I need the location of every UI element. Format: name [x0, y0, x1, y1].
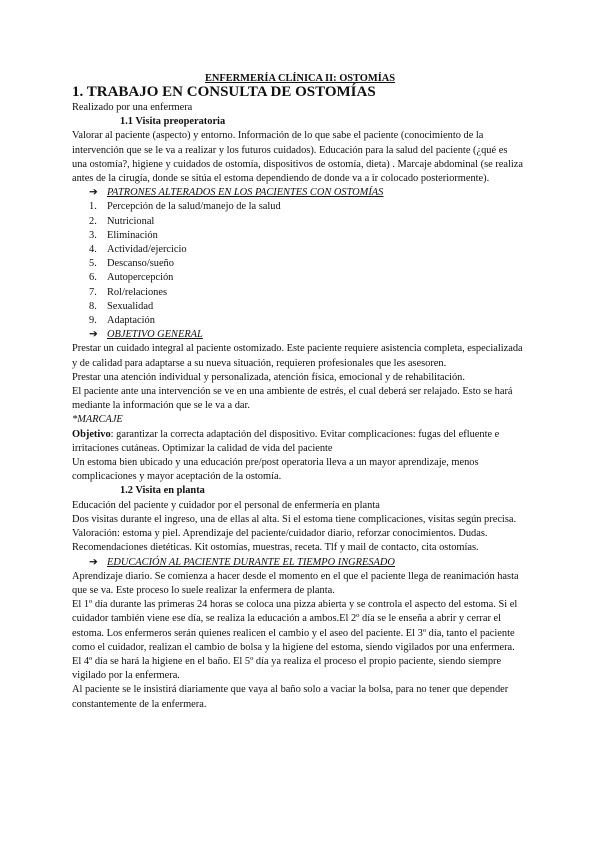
educacion-paragraph-1: Aprendizaje diario. Se comienza a hacer desde el momento en el que el paciente llega de reanimación hasta que se va. Este proceso lo suele realizar la enfermera de planta.	[72, 570, 519, 596]
document-title: ENFERMERÍA CLÍNICA II: OSTOMÍAS	[204, 73, 396, 84]
arrow-icon: ➔	[89, 329, 98, 341]
list-item: 7. Rol/relaciones	[89, 286, 168, 298]
objetivo-paragraph-2: Prestar una atención individual y personalizada, atención física, emocional y de rehabilitación.	[72, 371, 465, 383]
section-1-2-paragraph-1: Educación del paciente y cuidador por el personal de enfermería en planta	[72, 499, 380, 511]
list-item: 3. Eliminación	[89, 229, 158, 241]
objetivo-label: Objetivo	[72, 428, 111, 440]
educacion-heading	[89, 556, 524, 570]
objetivo-paragraph-3: El paciente ante una intervención se ve en una ambiente de estrés, el cual deberá ser relajado. Esto se hará mediante la información que se le va a dar.	[72, 386, 513, 412]
list-item: 6. Autopercepción	[89, 272, 174, 284]
objetivo-title: OBJETIVO GENERAL	[107, 329, 203, 341]
arrow-icon: ➔	[89, 556, 98, 568]
section-1-2-paragraph-2: Dos visitas durante el ingreso, una de ellas al alta. Si el estoma tiene complicaciones, visitas según precisa. Valoración: estoma y piel. Aprendizaje del paciente/cuidador diario, reforzar conocimientos. Dudas. Recomendaciones dietéticas. Kit ostomías, muestras, receta. Tlf y mail de contacto, cita ostomías.	[72, 513, 517, 554]
list-item: 4. Actividad/ejercicio	[89, 244, 187, 256]
intro-text: Realizado por una enfermera	[72, 102, 193, 113]
section-1-2-title: 1.2 Visita en planta	[120, 485, 205, 497]
document-body	[72, 84, 524, 712]
section-1-1-title: 1.1 Visita preoperatoria	[120, 116, 226, 128]
patrones-title: PATRONES ALTERADOS EN LOS PACIENTES CON OSTOMÍAS	[107, 187, 384, 199]
objetivo-marcaje-paragraph	[72, 428, 524, 456]
objetivo-paragraph-1: Prestar un cuidado integral al paciente ostomizado. Este paciente requiere asistencia completa, especializada y de calidad para adaptarse a su nueva situación, requieren profesionales que les asesoren.	[72, 343, 523, 369]
main-heading: 1. TRABAJO EN CONSULTA DE OSTOMÍAS	[72, 84, 376, 100]
list-item: 1. Percepción de la salud/manejo de la salud	[89, 201, 281, 213]
marcaje-label: *MARCAJE	[72, 414, 123, 426]
arrow-icon: ➔	[89, 187, 98, 199]
patrones-heading	[89, 186, 524, 200]
list-item: 2. Nutricional	[89, 215, 155, 227]
objetivo-text: : garantizar la correcta adaptación del dispositivo. Evitar complicaciones: fugas del efluente e irritaciones cutáneas. Optimizar la calidad de vida del paciente	[72, 428, 500, 454]
objetivo-heading	[89, 328, 524, 342]
educacion-paragraph-3: Al paciente se le insistirá diariamente que vaya al baño solo a vaciar la bolsa, para no tener que depender constantemente de la enfermera.	[72, 684, 509, 710]
educacion-paragraph-2: El 1º día durante las primeras 24 horas se coloca una pizza abierta y se controla el aspecto del estoma. Si el cuidador también viene ese día, se realiza la educación a ambos.El 2º día se le enseña a abrir y cerrar el estoma. Los enfermeros serán quienes realicen el cambio y el aseo del paciente. El 3º día, tanto el paciente como el cuidador, realizan el cambio de bolsa y la higiene del estoma, siendo vigilados por una enfermera. El 4º día se hará la higiene en el baño. El 5º día ya realiza el proceso el propio paciente, siendo siempre vigilado por la enfermera.	[72, 599, 518, 682]
list-item: 8. Sexualidad	[89, 300, 154, 312]
patrones-list	[72, 200, 524, 328]
list-item: 5. Descanso/sueño	[89, 258, 174, 270]
objetivo-paragraph-4: Un estoma bien ubicado y una educación pre/post operatoria lleva a un mayor aprendizaje, menos complicaciones y mayor aceptación de la ostomía.	[72, 457, 479, 483]
section-1-1-text: Valorar al paciente (aspecto) y entorno. Información de lo que sabe el paciente (conocimiento de la intervención que se le va a realizar y los futuros cuidados). Educación para la salud del paciente (¿qué es una ostomía?, higiene y cuidados de ostomía, dispositivos de ostomía, dieta) . Marcaje abdominal (se realiza antes de la cirugía, donde se sitúa el estoma dependiendo de donde va a ir colocado posteriormente).	[72, 130, 524, 185]
list-item: 9. Adaptación	[89, 315, 155, 327]
educacion-title: EDUCACIÓN AL PACIENTE DURANTE EL TIEMPO INGRESADO	[107, 556, 395, 568]
